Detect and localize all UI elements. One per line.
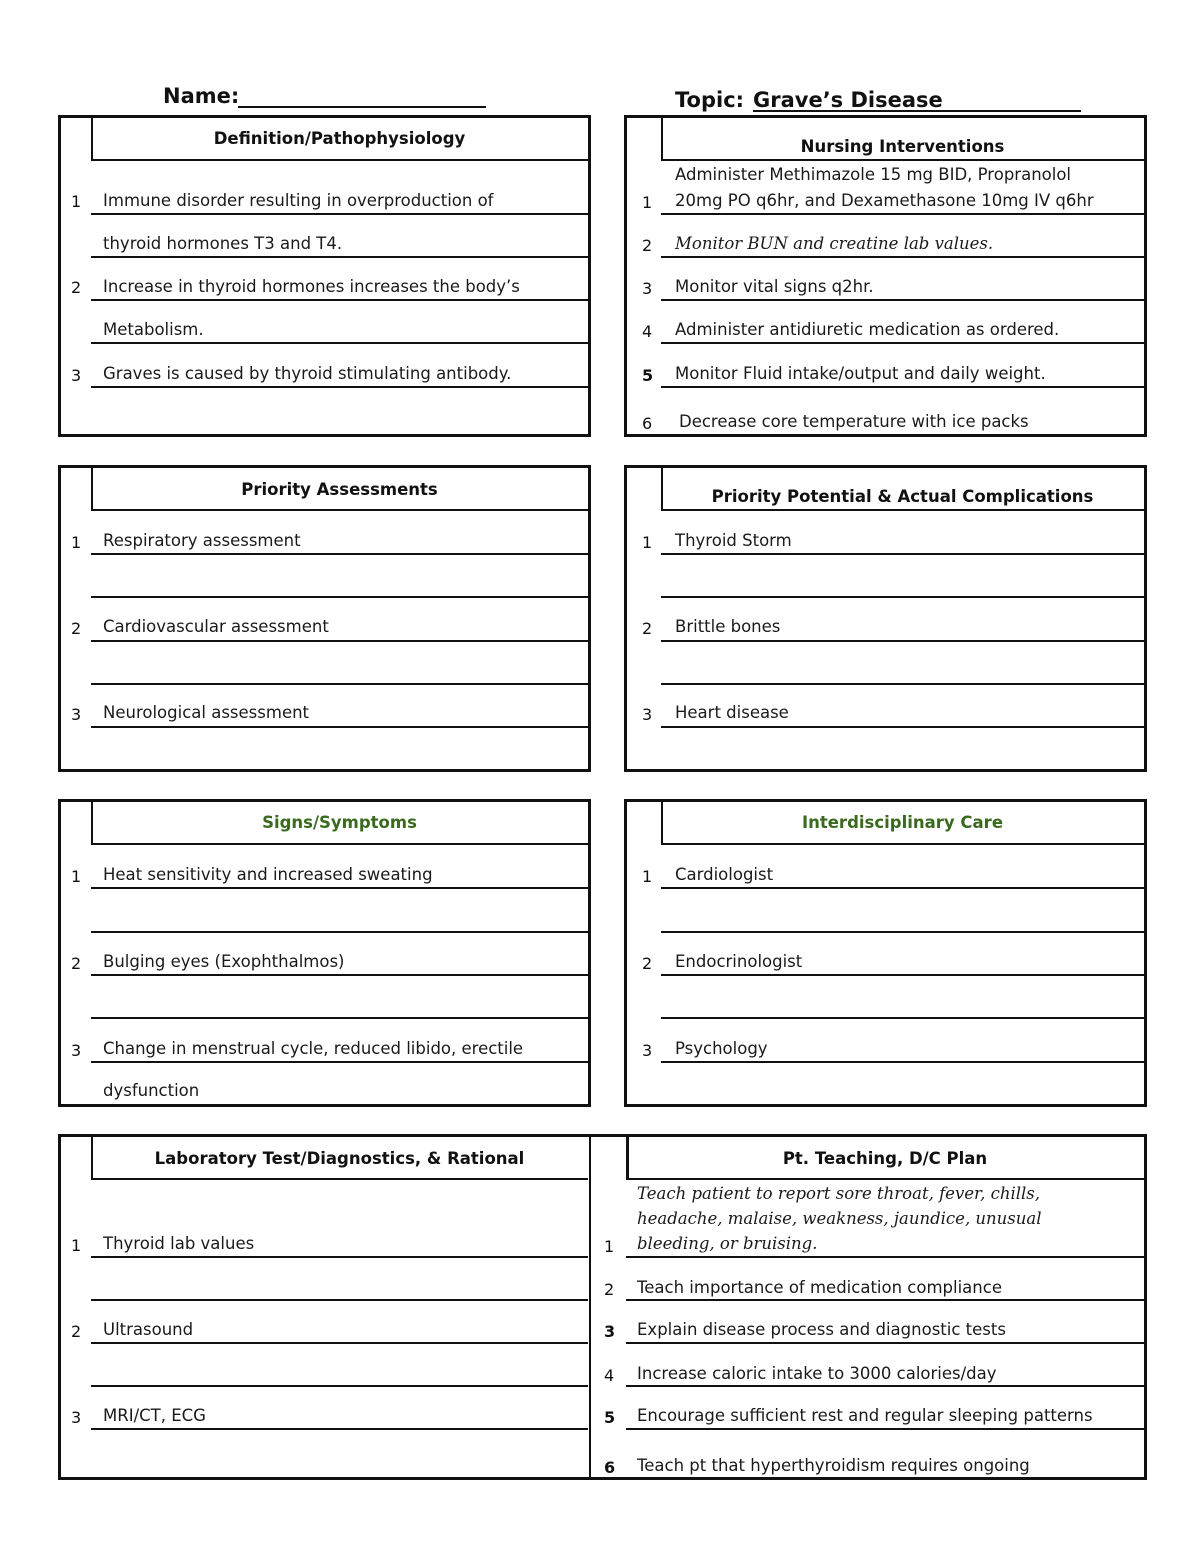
definition-item-3: Graves is caused by thyroid stimulating antibody. [103,364,512,383]
answer-line [91,683,588,685]
nursing-item-2: Monitor BUN and creatine lab values. [675,234,994,253]
topic-value: Grave’s Disease [753,88,943,112]
bottom-divider [589,1137,591,1477]
definition-item-2: Increase in thyroid hormones increases the body’s [103,277,520,296]
answer-line [626,1299,1144,1301]
answer-line [91,342,588,344]
answer-line [626,1428,1144,1430]
answer-line [661,974,1144,976]
item-number: 3 [642,279,653,298]
answer-line [661,1017,1144,1019]
item-number: 1 [642,867,653,886]
nursing-item-1-line1: Administer Methimazole 15 mg BID, Propranolol [675,165,1072,184]
item-number: 3 [71,1408,82,1427]
answer-line [91,726,588,728]
answer-line [661,596,1144,598]
nursing-title: Nursing Interventions [800,137,1005,156]
interdisciplinary-title: Interdisciplinary Care [801,813,1004,832]
nursing-box [624,115,1147,437]
item-number: 2 [642,954,653,973]
definition-item-2-cont: Metabolism. [103,320,204,339]
item-number: 1 [604,1237,615,1256]
answer-line [661,640,1144,642]
answer-line [91,1342,588,1344]
item-number: 4 [642,322,653,341]
answer-line [661,683,1144,685]
answer-line [91,1428,588,1430]
item-number: 6 [604,1458,616,1477]
item-number: 4 [604,1366,615,1385]
answer-line [91,299,588,301]
definition-title: Definition/Pathophysiology [213,129,466,148]
teaching-item-1: Teach patient to report sore throat, fever, chills, headache, malaise, weakness, jaundice, unusual bleeding, or bruising. [637,1184,1042,1253]
answer-line [661,213,1144,215]
item-number: 3 [642,705,653,724]
definition-item-1: Immune disorder resulting in overproduction of [103,191,494,210]
complication-item-3: Heart disease [675,703,789,722]
teaching-item-5: Encourage sufficient rest and regular sleeping patterns [637,1406,1093,1425]
complication-item-2: Brittle bones [675,617,781,636]
answer-line [91,596,588,598]
answer-line [661,256,1144,258]
interdisciplinary-item-2: Endocrinologist [675,952,803,971]
answer-line [661,726,1144,728]
item-number: 1 [71,867,82,886]
answer-line [91,931,588,933]
answer-line [661,1061,1144,1063]
name-label: Name: [163,84,240,108]
teaching-item-4: Increase caloric intake to 3000 calories/day [637,1364,997,1383]
item-number: 1 [642,533,653,552]
answer-line [626,1256,1144,1258]
answer-line [91,887,588,889]
answer-line [661,887,1144,889]
labs-title: Laboratory Test/Diagnostics, & Rational [154,1149,525,1168]
answer-line [91,386,588,388]
answer-line [661,299,1144,301]
assessment-item-2: Cardiovascular assessment [103,617,329,636]
item-number: 2 [642,236,653,255]
item-number: 2 [71,619,82,638]
interdisciplinary-item-1: Cardiologist [675,865,774,884]
sign-item-1: Heat sensitivity and increased sweating [103,865,433,884]
item-number: 2 [642,619,653,638]
item-number: 5 [604,1408,616,1427]
item-number: 2 [71,1322,82,1341]
teaching-item-6: Teach pt that hyperthyroidism requires ongoing [637,1456,1030,1475]
item-number: 1 [71,192,82,211]
complications-title: Priority Potential & Actual Complications [711,487,1094,506]
assessments-title: Priority Assessments [241,480,438,499]
item-number: 3 [642,1041,653,1060]
answer-line [91,640,588,642]
assessment-item-3: Neurological assessment [103,703,310,722]
name-blank-line[interactable] [238,106,486,108]
item-number: 1 [71,1236,82,1255]
answer-line [661,553,1144,555]
lab-item-1: Thyroid lab values [103,1234,255,1253]
nursing-item-3: Monitor vital signs q2hr. [675,277,874,296]
teaching-title: Pt. Teaching, D/C Plan [782,1149,988,1168]
nursing-item-6: Decrease core temperature with ice packs [679,412,1029,431]
teaching-item-2: Teach importance of medication compliance [637,1278,1002,1297]
answer-line [91,1256,588,1258]
nursing-item-4: Administer antidiuretic medication as ordered. [675,320,1060,339]
nursing-item-5: Monitor Fluid intake/output and daily weight. [675,364,1046,383]
complication-item-1: Thyroid Storm [675,531,792,550]
answer-line [661,342,1144,344]
teaching-item-3: Explain disease process and diagnostic tests [637,1320,1006,1339]
item-number: 2 [604,1280,615,1299]
answer-line [91,256,588,258]
item-number: 3 [604,1322,616,1341]
assessment-item-1: Respiratory assessment [103,531,301,550]
signs-title: Signs/Symptoms [262,813,417,832]
item-number: 3 [71,1041,82,1060]
answer-line [661,931,1144,933]
interdisciplinary-item-3: Psychology [675,1039,768,1058]
answer-line [661,386,1144,388]
topic-label: Topic: [675,88,745,112]
item-number: 6 [642,414,653,433]
item-number: 1 [642,193,653,212]
answer-line [91,1385,588,1387]
answer-line [626,1385,1144,1387]
sign-item-2: Bulging eyes (Exophthalmos) [103,952,345,971]
sign-item-3: Change in menstrual cycle, reduced libido, erectile [103,1039,524,1058]
item-number: 1 [71,533,82,552]
lab-item-2: Ultrasound [103,1320,194,1339]
item-number: 2 [71,278,82,297]
answer-line [626,1342,1144,1344]
item-number: 3 [71,705,82,724]
answer-line [91,553,588,555]
definition-item-1-cont: thyroid hormones T3 and T4. [103,234,343,253]
answer-line [91,974,588,976]
item-number: 3 [71,366,82,385]
answer-line [91,1061,588,1063]
answer-line [91,1017,588,1019]
topic-blank-line [930,110,1081,112]
sign-item-3-cont: dysfunction [103,1081,200,1100]
item-number: 2 [71,954,82,973]
definition-box [58,115,591,437]
lab-item-3: MRI/CT, ECG [103,1406,206,1425]
answer-line [91,1299,588,1301]
answer-line [91,213,588,215]
item-number: 5 [642,366,654,385]
nursing-item-1-line2: 20mg PO q6hr, and Dexamethasone 10mg IV q6hr [675,191,1094,210]
